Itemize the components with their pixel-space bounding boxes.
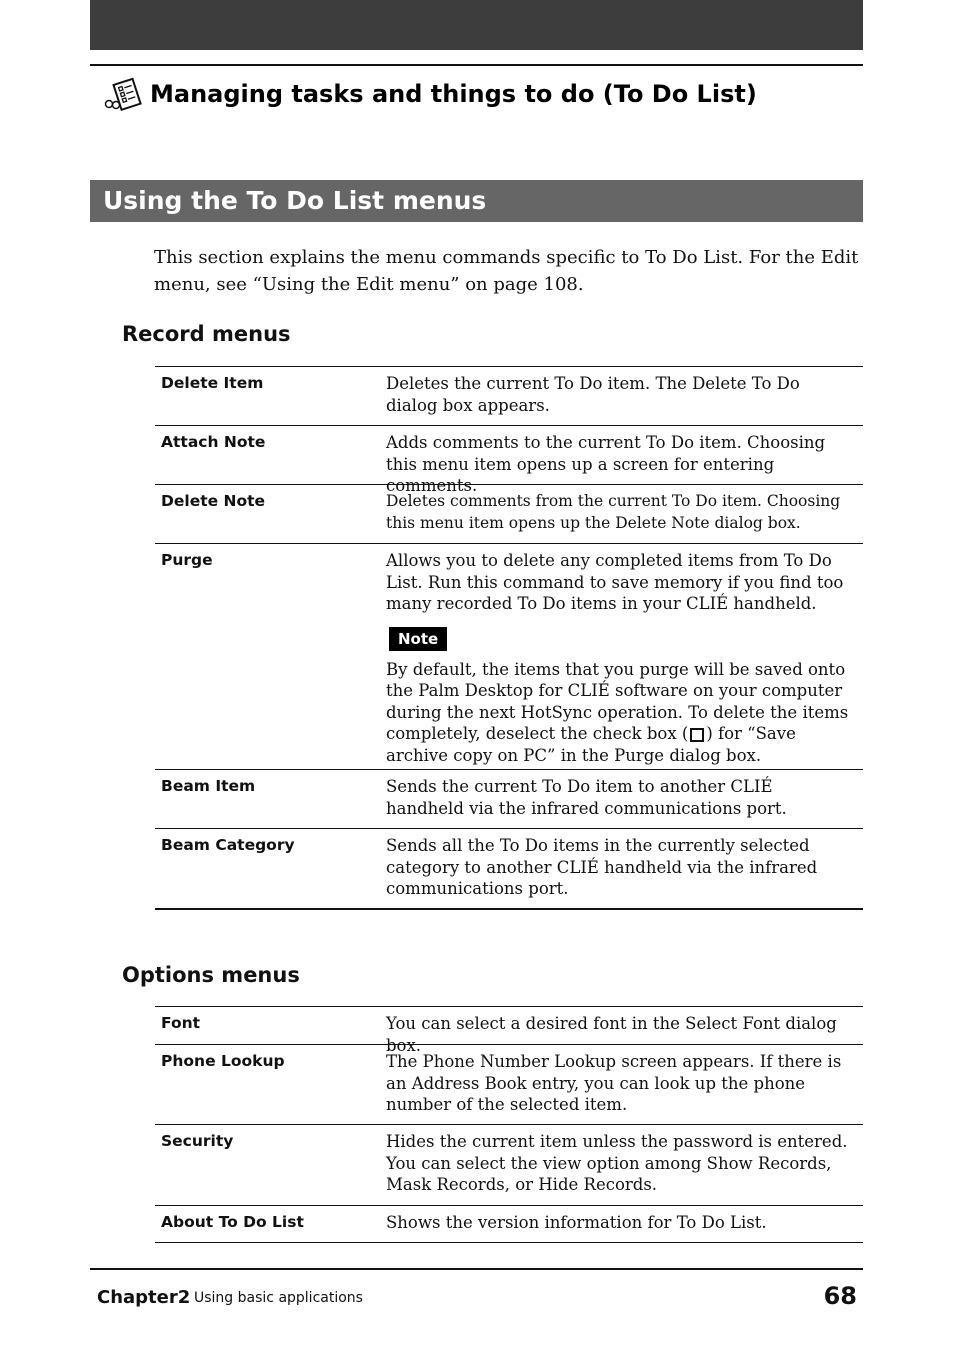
- command-name: Delete Item: [161, 374, 264, 392]
- page-number: 68: [823, 1282, 857, 1310]
- command-name: Beam Category: [161, 836, 295, 854]
- intro-paragraph: This section explains the menu commands specific to To Do List. For the Edit menu, see “Using the Edit menu” on page 108.: [154, 247, 859, 295]
- record-menus-table: [155, 366, 863, 910]
- table-row: [155, 367, 863, 426]
- note-text-after: ) for “Save archive copy on PC” in the Purge dialog box.: [386, 724, 796, 765]
- command-name: Attach Note: [161, 433, 266, 451]
- command-description: Hides the current item unless the password is entered. You can select the view option among Show Records, Mask Records, or Hide Records.: [386, 1132, 848, 1194]
- note-text: [386, 659, 855, 767]
- note-text-before: By default, the items that you purge will be saved onto the Palm Desktop for CLIÉ software on your computer during the next HotSync operation. To delete the items completely, deselect the check box (: [386, 659, 849, 743]
- command-name: Delete Note: [161, 492, 266, 510]
- command-name: Beam Item: [161, 777, 256, 795]
- command-name: Font: [161, 1014, 201, 1032]
- table-row: [155, 426, 863, 495]
- table-row: [155, 544, 863, 770]
- command-description: Sends the current To Do item to another CLIÉ handheld via the infrared communications port.: [386, 777, 787, 818]
- table-row: [155, 1045, 863, 1125]
- top-header-bar: [90, 0, 863, 50]
- table-row: [155, 485, 863, 544]
- table-row: [155, 1125, 863, 1206]
- options-menus-table: [155, 1006, 863, 1243]
- table-row: [155, 1206, 863, 1243]
- section-title: Using the To Do List menus: [90, 180, 863, 222]
- command-description: Deletes the current To Do item. The Delete To Do dialog box appears.: [386, 374, 800, 415]
- page-title: [104, 74, 844, 114]
- command-name: Phone Lookup: [161, 1052, 285, 1070]
- command-name: About To Do List: [161, 1213, 304, 1231]
- record-menus-heading: Record menus: [122, 322, 291, 346]
- command-description: Allows you to delete any completed items from To Do List. Run this command to save memory if you find too many recorded To Do items in your CLIÉ handheld.: [386, 551, 844, 613]
- checkbox-icon: [690, 728, 704, 742]
- footer-rule: [90, 1268, 863, 1270]
- table-row: [155, 829, 863, 910]
- footer-subtitle: Using basic applications: [194, 1290, 363, 1306]
- command-description: Adds comments to the current To Do item. Choosing this menu item opens up a screen for entering comments.: [386, 433, 826, 495]
- note-badge: Note: [389, 627, 447, 651]
- options-menus-heading: Options menus: [122, 963, 300, 987]
- table-row: [155, 1007, 863, 1055]
- command-description: Shows the version information for To Do List.: [386, 1213, 767, 1232]
- table-row: [155, 770, 863, 829]
- title-rule: [90, 64, 863, 66]
- footer-chapter: Chapter2: [97, 1287, 191, 1308]
- command-description: Sends all the To Do items in the currently selected category to another CLIÉ handheld via the infrared communications port.: [386, 836, 818, 898]
- command-description: The Phone Number Lookup screen appears. If there is an Address Book entry, you can look up the phone number of the selected item.: [386, 1052, 842, 1114]
- page-title-text: Managing tasks and things to do (To Do List): [150, 80, 757, 108]
- command-description: You can select a desired font in the Select Font dialog box.: [386, 1014, 837, 1055]
- todo-list-icon: [104, 76, 144, 112]
- command-description-block: [380, 544, 863, 769]
- command-name: Security: [161, 1132, 234, 1150]
- command-name: Purge: [161, 551, 213, 569]
- command-description: Deletes comments from the current To Do item. Choosing this menu item opens up the Delete Note dialog box.: [386, 492, 841, 532]
